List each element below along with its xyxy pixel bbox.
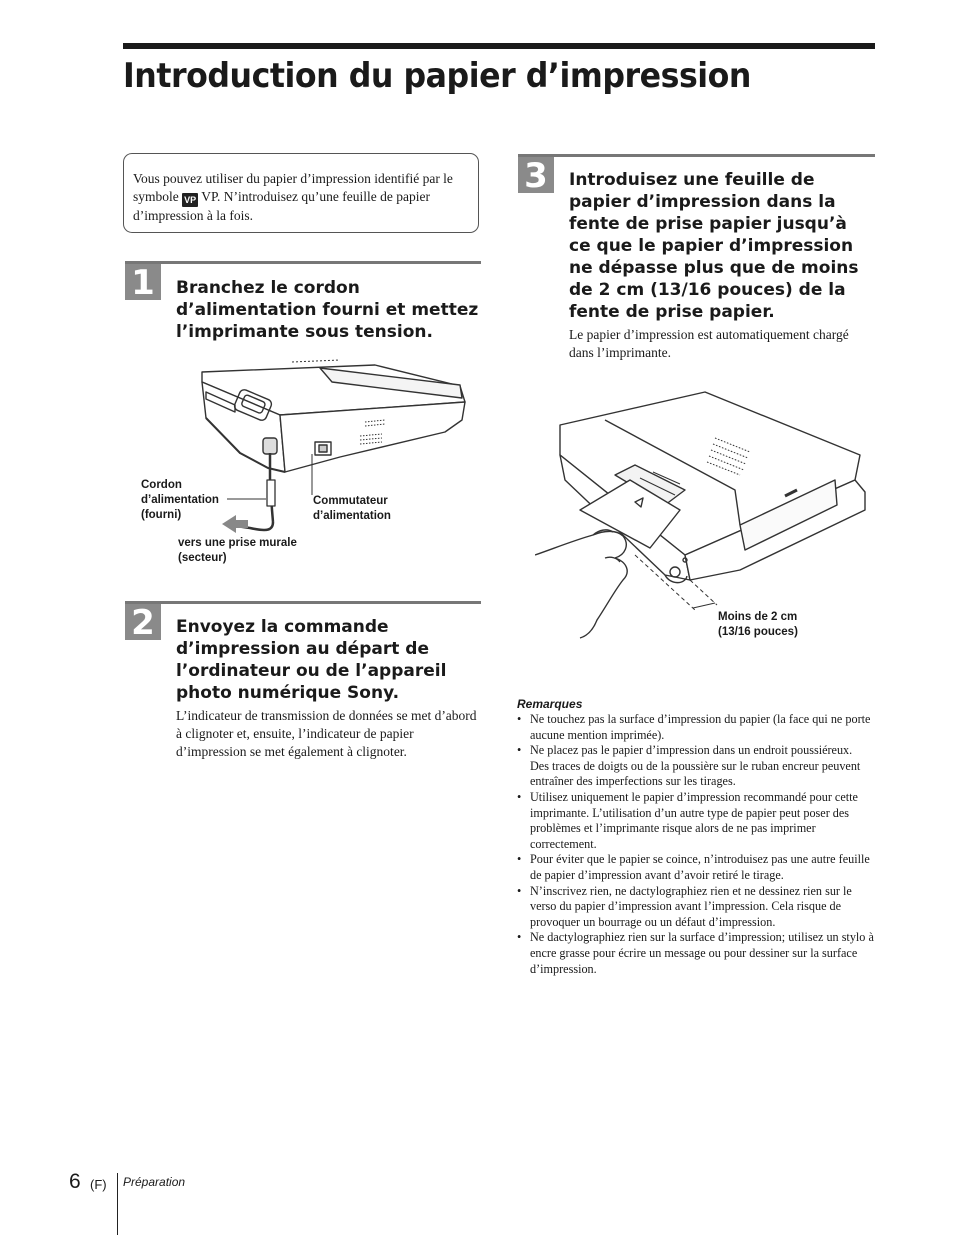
step-1-badge: 1 [125,264,161,300]
notes-title: Remarques [517,697,583,711]
page-number-suffix: (F) [90,1177,107,1192]
vp-symbol-icon: VP [184,195,197,205]
step-1-rule [125,261,481,264]
step-2-heading: Envoyez la commande d’impression au départ de l’ordinateur ou de l’appareil photo numérique Sony. [176,617,447,703]
switch-label-line: Commutateur [313,495,388,507]
step-2-body: L’indicateur de transmission de données se met d’abord à clignoter et, ensuite, l’indicateur de papier d’impression se met également à clignoter. [176,708,477,759]
cord-label-line: (fourni) [141,509,182,521]
note-item: • N’inscrivez rien, ne dactylographiez rien et ne dessinez rien sur le verso du papier d’impression avant l’impression. Cela risque de provoquer un bourrage ou un défaut d’impression. [517,884,874,931]
note-item: • Ne placez pas le papier d’impression dans un endroit poussiéreux. Des traces de doigts ou de la poussière sur le ruban encreur peuvent entraîner des imperfections sur les tirages. [517,743,874,790]
outlet-label [178,536,297,566]
cord-label-line: Cordon [141,479,182,491]
note-item: • Utilisez uniquement le papier d’impression recommandé pour cette imprimante. L’utilisation d’un autre type de papier peut poser des problèmes et l’imprimante risque alors de ne pas imprimer correctement. [517,790,874,852]
note-item: • Ne touchez pas la surface d’impression du papier (la face qui ne porte aucune mention imprimée). [517,712,874,743]
intro-text-part-1: Vous pouvez utiliser du papier d’impression identifié par le symbole [133,171,453,204]
intro-text-part-2: VP. N’introduisez qu’une feuille de papier d’impression à la fois. [133,189,430,223]
page-number: 6 [69,1170,81,1193]
cord-label-line: d’alimentation [141,494,219,506]
paper-insertion-illustration [535,380,875,645]
step-3-heading: Introduisez une feuille de papier d’impression dans la fente de prise papier jusqu’à ce que le papier d’impression ne dépasse plus que de moins de 2 cm (13/16 pouces) de la fente de prise papier. [569,170,859,322]
step-3-badge: 3 [518,157,554,193]
switch-label [313,494,391,524]
intro-text [133,170,473,225]
outlet-label-line: vers une prise murale [178,537,297,549]
distance-label-line: (13/16 pouces) [718,626,798,638]
distance-label [718,610,798,640]
section-name: Préparation [123,1175,186,1189]
cord-label [141,478,219,523]
step-3-rule [518,154,875,157]
note-item: • Ne dactylographiez rien sur la surface d’impression; utilisez un stylo à encre grasse pour écrire un message ou pour dessiner sur la surface d’impression. [517,930,874,977]
step-2-badge: 2 [125,604,161,640]
outlet-label-line: (secteur) [178,552,227,564]
page-title: Introduction du papier d’impression [123,56,751,96]
title-rule [123,43,875,49]
switch-label-line: d’alimentation [313,510,391,522]
step-3-body: Le papier d’impression est automatiquement chargé dans l’imprimante. [569,327,849,360]
notes-list [517,712,874,977]
step-2-rule [125,601,481,604]
footer-divider [117,1173,118,1235]
distance-label-line: Moins de 2 cm [718,611,798,623]
note-item: • Pour éviter que le papier se coince, n’introduisez pas une autre feuille de papier d’impression avant d’avoir retiré le tirage. [517,852,874,883]
step-1-heading: Branchez le cordon d’alimentation fourni et mettez l’imprimante sous tension. [176,278,479,342]
